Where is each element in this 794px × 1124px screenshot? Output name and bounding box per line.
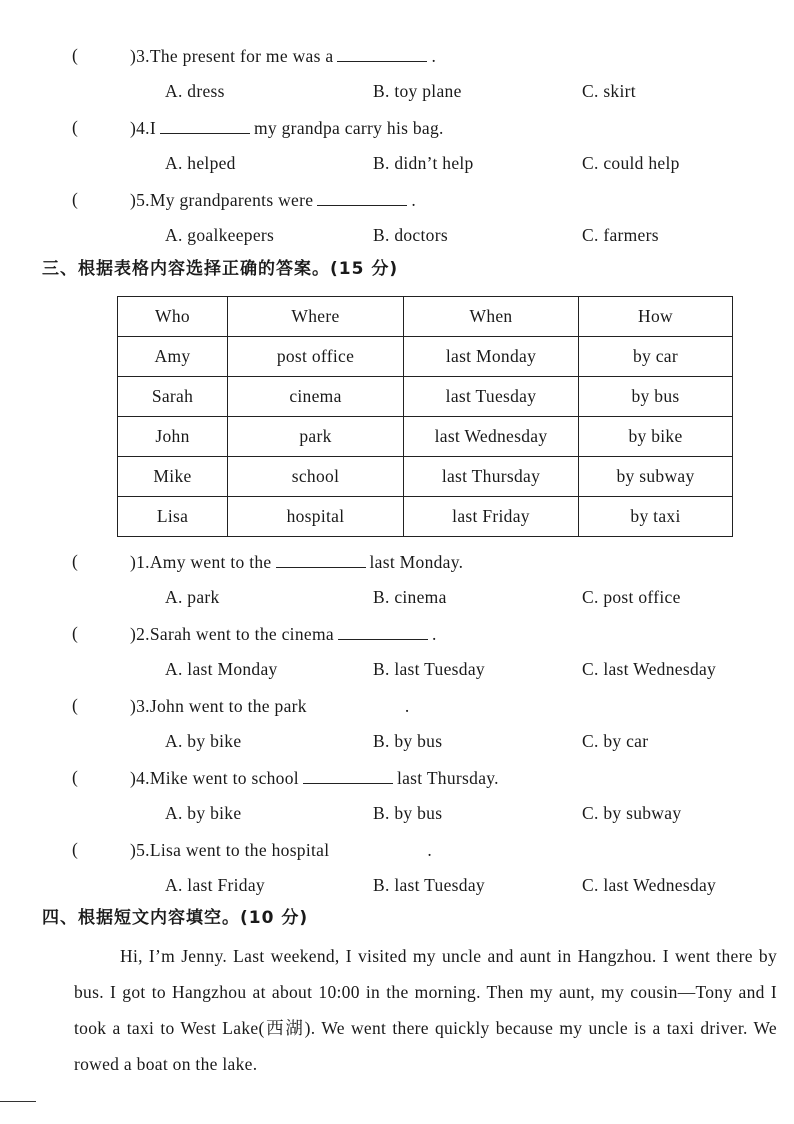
answer-paren: ( [72,623,79,643]
table-cell: last Monday [404,337,579,377]
option-b: B. didn’t help [373,153,474,173]
question-text-before: I [149,118,156,138]
table-header-cell: Where [228,297,404,337]
option-a: A. park [165,587,220,607]
section4-title: 四、根据短文内容填空。(10 分) [42,908,309,928]
table-cell: Mike [118,457,228,497]
table-cell: last Thursday [404,457,579,497]
answer-blank [303,769,393,784]
question-text-before: Sarah went to the cinema [149,624,334,644]
option-c: C. by subway [582,803,682,823]
question-line [130,553,463,572]
table-cell: park [228,417,404,457]
question-text-before: Mike went to school [149,768,299,788]
option-a: A. by bike [165,731,242,751]
table-row [118,337,733,377]
table-cell: hospital [228,497,404,537]
table-header-cell: How [579,297,733,337]
option-b: B. cinema [373,587,447,607]
question-line [130,47,436,66]
question-text-after: last Monday. [369,552,464,572]
question-text-after: . [404,696,410,716]
answer-blank [311,697,401,712]
option-a: A. dress [165,81,225,101]
question-text-after: . [431,624,437,644]
table-cell: last Friday [404,497,579,537]
option-c: C. last Wednesday [582,875,717,895]
question-number: )3. [130,696,150,716]
option-b: B. by bus [373,803,443,823]
question-line [130,697,410,716]
answer-paren: ( [72,117,79,137]
question-text-before: Lisa went to the hospital [149,840,330,860]
option-c: C. could help [582,153,680,173]
table-header-cell: When [404,297,579,337]
question-line [130,625,437,644]
answer-paren: ( [72,45,79,65]
question-text-before: My grandparents were [149,190,314,210]
answer-paren: ( [72,189,79,209]
option-c: C. last Wednesday [582,659,717,679]
question-text-before: The present for me was a [149,46,334,66]
option-c: C. post office [582,587,681,607]
question-line [130,191,416,210]
table-row [118,377,733,417]
table-cell: last Tuesday [404,377,579,417]
answer-blank [337,47,427,62]
table-cell: by taxi [579,497,733,537]
answer-blank [317,191,407,206]
table-cell: by bus [579,377,733,417]
reading-passage: Hi, I’m Jenny. Last weekend, I visited my uncle and aunt in Hangzhou. I went there by bus. I got to Hangzhou at about 10:00 in the morning. Then my aunt, my cousin—Tony and I took a taxi to West Lake(西湖). We went there quickly because my uncle is a taxi driver. We rowed a boat on the lake. [74,946,777,1074]
question-number: )2. [130,624,150,644]
option-c: C. farmers [582,225,659,245]
question-line [130,769,499,788]
answer-blank [333,841,423,856]
question-number: )5. [130,190,150,210]
question-number: )4. [130,768,150,788]
question-text-after: . [411,190,416,210]
answer-paren: ( [72,695,79,715]
option-b: B. last Tuesday [373,875,485,895]
table-cell: school [228,457,404,497]
table-header-row [118,297,733,337]
option-b: B. by bus [373,731,443,751]
answer-paren: ( [72,551,79,571]
table-cell: John [118,417,228,457]
table-row [118,417,733,457]
table-header-cell: Who [118,297,228,337]
option-a: A. helped [165,153,236,173]
question-number: )3. [130,46,150,66]
question-number: )1. [130,552,150,572]
option-a: A. by bike [165,803,242,823]
question-text-before: John went to the park [149,696,307,716]
answer-paren: ( [72,767,79,787]
question-text-before: Amy went to the [149,552,272,572]
question-text-after: my grandpa carry his bag. [254,118,444,138]
table-cell: Lisa [118,497,228,537]
footer-rule [0,1101,36,1102]
question-line [130,841,432,860]
answer-blank [160,119,250,134]
option-a: A. last Friday [165,875,265,895]
table-cell: Amy [118,337,228,377]
option-c: C. by car [582,731,649,751]
question-number: )4. [130,118,150,138]
question-number: )5. [130,840,150,860]
table-cell: by subway [579,457,733,497]
answer-paren: ( [72,839,79,859]
question-text-after: . [431,46,437,66]
section3-title: 三、根据表格内容选择正确的答案。(15 分) [42,259,399,279]
table-cell: last Wednesday [404,417,579,457]
option-b: B. toy plane [373,81,462,101]
table-row [118,497,733,537]
answer-blank [276,553,366,568]
option-c: C. skirt [582,81,636,101]
table-cell: by car [579,337,733,377]
answer-blank [338,625,428,640]
option-b: B. last Tuesday [373,659,485,679]
table-cell: by bike [579,417,733,457]
option-b: B. doctors [373,225,448,245]
info-table [117,296,733,537]
table-cell: cinema [228,377,404,417]
option-a: A. goalkeepers [165,225,275,245]
table-cell: Sarah [118,377,228,417]
question-text-after: last Thursday. [396,768,499,788]
table-cell: post office [228,337,404,377]
question-text-after: . [427,840,433,860]
table-row [118,457,733,497]
option-a: A. last Monday [165,659,278,679]
question-line [130,119,444,138]
